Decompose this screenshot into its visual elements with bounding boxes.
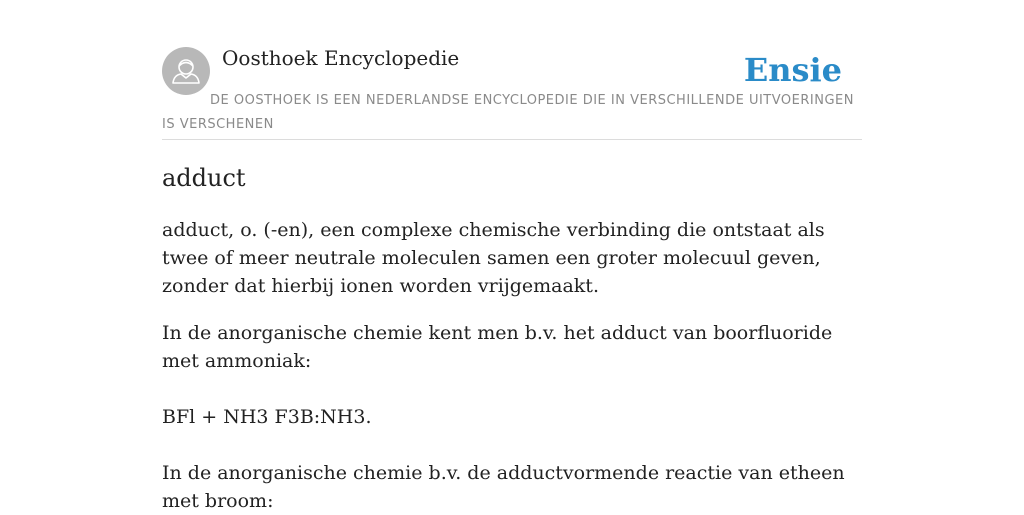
article-paragraph: adduct, o. (-en), een complexe chemische verbinding die ontstaat als twee of meer neutrale moleculen samen een groter molecuul geven, zonder dat hierbij ionen worden vrijgemaakt.	[162, 219, 825, 297]
site-tagline: DE OOSTHOEK IS EEN NEDERLANDSE ENCYCLOPEDIE DIE IN VERSCHILLENDE UITVOERINGEN IS VERSCHENEN	[162, 93, 854, 132]
article-title: adduct	[162, 164, 246, 192]
site-header	[162, 0, 862, 140]
user-avatar-icon[interactable]	[162, 47, 210, 95]
page	[162, 0, 862, 512]
chemical-equation: BFl + NH3 F3B:NH3.	[162, 406, 372, 428]
article-paragraph: In de anorganische chemie kent men b.v. het adduct van boorfluoride met ammoniak:	[162, 322, 833, 372]
site-name[interactable]: Oosthoek Encyclopedie	[222, 46, 460, 70]
brand-logo[interactable]: Ensie	[743, 51, 842, 89]
article-paragraph: In de anorganische chemie b.v. de adductvormende reactie van etheen met broom:	[162, 462, 845, 512]
